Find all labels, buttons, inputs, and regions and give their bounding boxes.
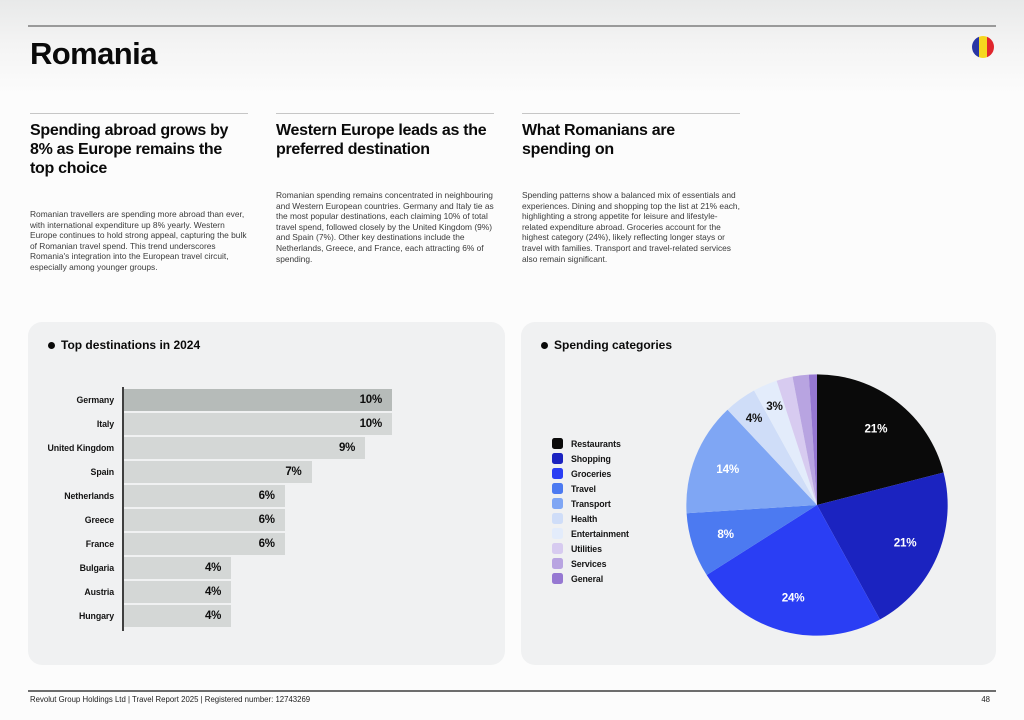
bar: [124, 557, 231, 579]
intro-column: [30, 113, 248, 273]
header-divider: [28, 25, 996, 27]
legend-item: [552, 498, 629, 509]
legend-item: [552, 438, 629, 449]
pie-slice-label: 21%: [893, 536, 917, 550]
page-title: Romania: [30, 36, 157, 71]
bar-row: [44, 461, 489, 483]
bar-value-label: 9%: [338, 442, 356, 454]
flag-stripe: [987, 36, 994, 58]
legend-label: General: [571, 573, 604, 584]
bar: [124, 509, 285, 531]
bar-chart-axis: [122, 387, 124, 631]
flag-stripe: [972, 36, 979, 58]
legend-item: [552, 468, 629, 479]
intro-column: [522, 113, 740, 273]
bar-row: [44, 413, 489, 435]
bar-row: [44, 389, 489, 411]
legend-label: Entertainment: [571, 528, 629, 539]
column-divider: [30, 113, 248, 114]
spending-chart-title: [541, 338, 672, 352]
bar-row: [44, 533, 489, 555]
footer-text: Revolut Group Holdings Ltd | Travel Report 2025 | Registered number: 12743269: [30, 695, 311, 704]
legend-item: [552, 483, 629, 494]
bar-row: [44, 605, 489, 627]
bar-category-label: United Kingdom: [47, 443, 114, 453]
bar: [124, 605, 231, 627]
pie-slice-label: 24%: [781, 591, 805, 605]
destinations-chart-title-text: Top destinations in 2024: [61, 338, 201, 352]
spending-chart-panel: [521, 322, 996, 665]
legend-label: Services: [571, 558, 607, 569]
legend-item: [552, 573, 629, 584]
bar-category-label: Germany: [76, 395, 114, 405]
bar-value-label: 6%: [258, 490, 275, 502]
bar-value-label: 4%: [204, 610, 222, 622]
bar-category-label: Netherlands: [64, 491, 114, 501]
bar-row: [44, 437, 489, 459]
legend-swatch-icon: [552, 498, 563, 509]
pie-slice-label: 14%: [716, 463, 740, 477]
legend-label: Utilities: [571, 543, 602, 554]
pie-slice-label: 3%: [766, 400, 783, 414]
legend-swatch-icon: [552, 453, 563, 464]
pie-slice-label: 21%: [864, 422, 888, 436]
romania-flag-icon: [972, 36, 994, 58]
legend-swatch-icon: [552, 438, 563, 449]
bar-category-label: Hungary: [79, 611, 114, 621]
intro-columns: [30, 113, 740, 273]
bar-row: [44, 557, 489, 579]
bullet-dot-icon: [48, 342, 55, 349]
legend-item: [552, 513, 629, 524]
bar-value-label: 10%: [359, 394, 382, 406]
spending-legend: [552, 438, 629, 588]
bar-value-label: 4%: [204, 562, 222, 574]
bar-category-label: Bulgaria: [79, 563, 114, 573]
legend-swatch-icon: [552, 558, 563, 569]
destinations-chart-panel: [28, 322, 505, 665]
footer-divider: [28, 690, 996, 692]
column-body: Romanian travellers are spending more abroad than ever, with international expenditure up 8% yearly. Western Europe continues to hold strong appeal, capturing the bulk of Romanian travel spend. This trend underscores Romania's integration into the European travel circuit, especially among younger groups.: [30, 209, 247, 272]
column-body: Spending patterns show a balanced mix of essentials and experiences. Dining and shopping top the list at 21% each, highlighting a strong appetite for leisure and lifestyle-related expenditure abroad. Groceries account for the highest category (24%), likely reflecting longer stays or travel with families. Transport and travel-related services also remain significant.: [522, 190, 740, 264]
bar-value-label: 6%: [258, 514, 275, 526]
legend-label: Transport: [571, 498, 611, 509]
column-heading: What Romanians are spending on: [522, 122, 675, 158]
bar: [124, 389, 392, 411]
bar-row: [44, 509, 489, 531]
bar-row: [44, 485, 489, 507]
bar-row: [44, 581, 489, 603]
bullet-dot-icon: [541, 342, 548, 349]
bar: [124, 461, 312, 483]
bar: [124, 413, 392, 435]
legend-item: [552, 528, 629, 539]
bar-value-label: 6%: [258, 538, 275, 550]
bar-category-label: Greece: [84, 515, 114, 525]
spending-chart-title-text: Spending categories: [554, 338, 673, 352]
legend-label: Shopping: [571, 453, 611, 464]
bar: [124, 485, 285, 507]
column-divider: [276, 113, 494, 114]
bar-category-label: France: [85, 539, 114, 549]
legend-swatch-icon: [552, 573, 563, 584]
legend-swatch-icon: [552, 528, 563, 539]
footer: [30, 695, 990, 704]
destinations-bar-chart: [44, 389, 489, 629]
bar-value-label: 4%: [204, 586, 222, 598]
legend-swatch-icon: [552, 513, 563, 524]
bar: [124, 437, 365, 459]
bar: [124, 581, 231, 603]
legend-item: [552, 453, 629, 464]
bar-category-label: Austria: [84, 587, 114, 597]
pie-slice-label: 8%: [717, 528, 734, 542]
bar-value-label: 10%: [359, 418, 382, 430]
legend-label: Restaurants: [571, 438, 621, 449]
legend-swatch-icon: [552, 483, 563, 494]
bar: [124, 533, 285, 555]
column-heading: Western Europe leads as the preferred destination: [276, 122, 487, 158]
bar-value-label: 7%: [285, 466, 302, 478]
pie-slice-label: 4%: [745, 411, 763, 425]
destinations-chart-title: [48, 338, 200, 352]
legend-label: Groceries: [571, 468, 612, 479]
column-divider: [522, 113, 740, 114]
bar-category-label: Spain: [90, 467, 114, 477]
intro-column: [276, 113, 494, 273]
legend-label: Health: [571, 513, 598, 524]
legend-label: Travel: [571, 483, 596, 494]
legend-swatch-icon: [552, 468, 563, 479]
legend-item: [552, 543, 629, 554]
flag-stripe: [979, 36, 986, 58]
legend-item: [552, 558, 629, 569]
column-body: Romanian spending remains concentrated in neighbouring and Western European countries. Germany and Italy tie as the most popular destinations, each claiming 10% of total travel spend, followed closely by the United Kingdom (9%) and Spain (7%). Other key destinations include the Netherlands, Greece, and France, each attracting 6% of spending.: [276, 190, 494, 264]
page-number: 48: [981, 695, 990, 704]
column-heading: Spending abroad grows by 8% as Europe remains the top choice: [30, 122, 229, 177]
spending-pie-chart: [677, 365, 957, 645]
legend-swatch-icon: [552, 543, 563, 554]
bar-category-label: Italy: [96, 419, 114, 429]
